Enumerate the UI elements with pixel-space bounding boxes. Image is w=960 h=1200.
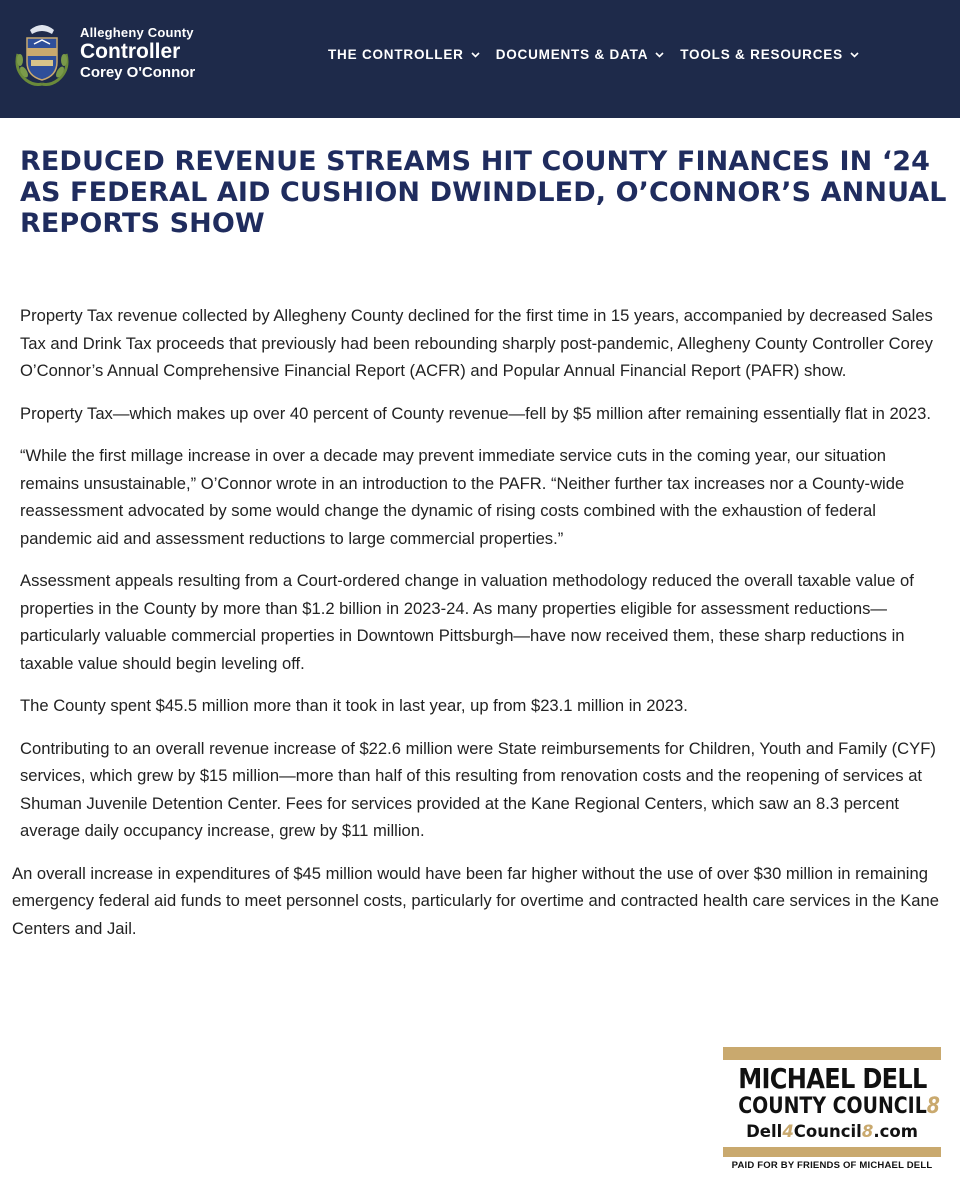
ad-site-c: Council: [793, 1122, 862, 1141]
ad-council-text: COUNTY COUNCIL: [738, 1094, 927, 1119]
ad-site-b: 4: [782, 1122, 794, 1141]
ad-website: [723, 1121, 941, 1143]
main-nav: [328, 47, 875, 62]
logo-line-controller: Controller: [80, 40, 181, 63]
article-paragraph: The County spent $45.5 million more than it took in last year, up from $23.1 million in 2023.: [20, 696, 688, 715]
ad-bottom-bar: [723, 1147, 941, 1157]
nav-label: TOOLS & RESOURCES: [680, 47, 843, 62]
ad-candidate-name: MICHAEL DELL: [738, 1062, 927, 1095]
chevron-down-icon: [850, 52, 859, 58]
ad-site-e: .com: [873, 1122, 918, 1141]
site-header: [0, 0, 960, 118]
article-body: [0, 302, 960, 957]
campaign-ad: [723, 1047, 941, 1192]
article-paragraph: An overall increase in expenditures of $45 million would have been far higher without the use of over $30 million in remaining emergency federal aid funds to meet personnel costs, particularly for overtime and contracted health care services in the Kane Centers and Jail.: [12, 863, 939, 938]
ad-council-number: 8: [926, 1094, 940, 1119]
article-title: REDUCED REVENUE STREAMS HIT COUNTY FINANCES IN ‘24 AS FEDERAL AID CUSHION DWINDLED, O’CONNOR’S ANNUAL REPORTS SHOW: [20, 146, 947, 239]
article-paragraph: Property Tax—which makes up over 40 percent of County revenue—fell by $5 million after remaining essentially flat in 2023.: [20, 403, 931, 423]
article-paragraph: Assessment appeals resulting from a Court-ordered change in valuation methodology reduced the overall taxable value of properties in the County by more than $1.2 billion in 2023-24. As many properties eligible for assessment reductions—particularly valuable commercial properties in Downtown Pittsburgh—have now received them, these sharp reductions in taxable value should begin leveling off.: [20, 571, 914, 673]
article-paragraph: Contributing to an overall revenue increase of $22.6 million were State reimbursements for Children, Youth and Family (CYF) services, which grew by $15 million—more than half of this resulting from renovation costs and the reopening of services at Shuman Juvenile Detention Center. Fees for services provided at the Kane Regional Centers, which saw an 8.3 percent average daily occupancy increase, grew by $11 million.: [20, 738, 936, 840]
ad-site-d: 8: [861, 1122, 874, 1141]
ad-paid-for: PAID FOR BY FRIENDS OF MICHAEL DELL: [731, 1160, 933, 1171]
article-paragraph: “While the first millage increase in over a decade may prevent immediate service cuts in the coming year, our situation remains unsustainable,” O’Connor wrote in an introduction to the PAFR. “Neither further tax increases nor a County-wide reassessment advocated by some would change the dynamic of rising costs combined with the exhaustion of federal pandemic aid and assessment reductions to large commercial properties.”: [20, 446, 905, 548]
ad-top-bar: [723, 1047, 941, 1060]
ad-council-line: [738, 1094, 940, 1119]
chevron-down-icon: [655, 52, 664, 58]
article-paragraph: Property Tax revenue collected by Allegheny County declined for the first time in 15 years, accompanied by decreased Sales Tax and Drink Tax proceeds that previously had been rebounding sharply post-pandemic, Allegheny County Controller Corey O’Connor’s Annual Comprehensive Financial Report (ACFR) and Popular Annual Financial Report (PAFR) show.: [20, 306, 933, 380]
nav-label: DOCUMENTS & DATA: [495, 47, 649, 62]
chevron-down-icon: [471, 52, 480, 58]
logo-line-name: Corey O'Connor: [80, 64, 196, 81]
nav-label: THE CONTROLLER: [328, 47, 464, 62]
nav-the-controller[interactable]: [328, 47, 480, 62]
controller-logo[interactable]: [12, 20, 195, 86]
nav-documents-data[interactable]: [496, 47, 665, 62]
nav-tools-resources[interactable]: [680, 47, 859, 62]
county-seal-icon: [12, 20, 72, 86]
logo-line-county: Allegheny County: [80, 25, 194, 40]
ad-site-a: Dell: [746, 1122, 783, 1141]
